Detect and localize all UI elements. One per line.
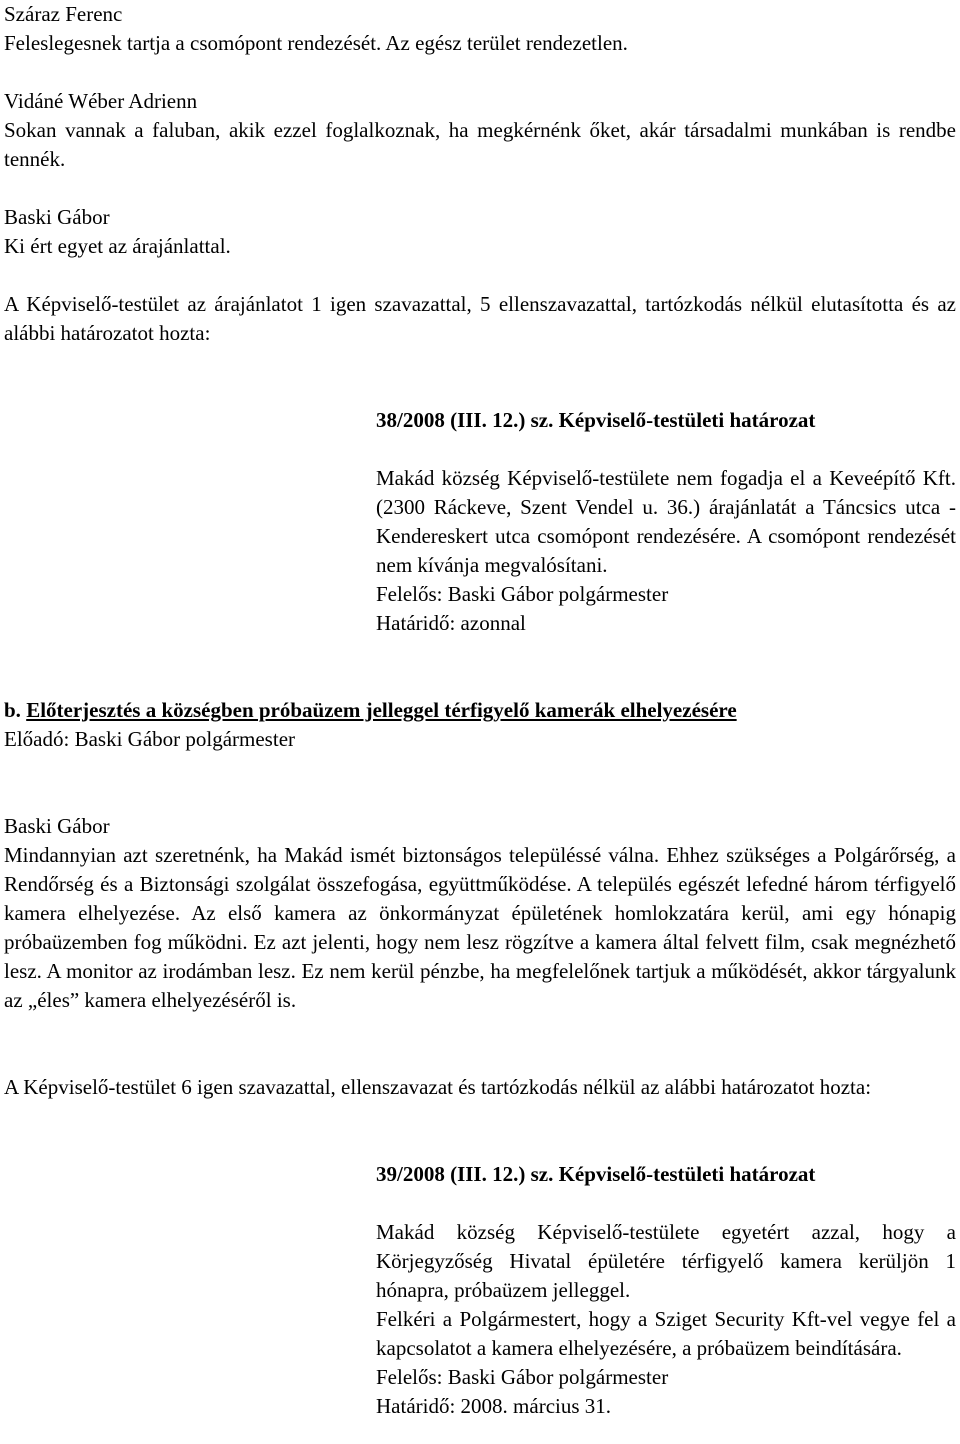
resolution-text-2: Felkéri a Polgármestert, hogy a Sziget Security Kft-vel vegye fel a kapcsolatot a kamera elhelyezésére, a próbaüzem beindítására. — [376, 1307, 956, 1360]
vote-text: A Képviselő-testület az árajánlatot 1 igen szavazattal, 5 ellenszavazattal, tartózkodás nélkül elutasította és az alábbi határozatot hozta: — [4, 292, 956, 345]
agenda-presenter: Előadó: Baski Gábor polgármester — [4, 727, 296, 751]
speaker-name: Száraz Ferenc — [4, 2, 123, 26]
resolution-39-body — [376, 1218, 956, 1421]
speaker-name: Baski Gábor — [4, 205, 110, 229]
resolution-responsible: Felelős: Baski Gábor polgármester — [376, 582, 669, 606]
speech-text: Ki ért egyet az árajánlattal. — [4, 234, 231, 258]
resolution-text: Makád község Képviselő-testülete nem fogadja el a Keveépítő Kft. (2300 Ráckeve, Szent Vendel u. 36.) árajánlatát a Táncsics utca - Kendereskert utca csomópont rendezésére. A csomópont rendezését nem kívánja megvalósítani. — [376, 466, 956, 577]
resolution-title: 38/2008 (III. 12.) sz. Képviselő-testületi határozat — [376, 408, 816, 432]
vote-statement-1 — [4, 290, 956, 348]
speech-baski-2 — [4, 812, 956, 1015]
agenda-item-b — [4, 696, 956, 754]
vote-statement-2 — [4, 1073, 956, 1102]
speech-text: Feleslegesnek tartja a csomópont rendezését. Az egész terület rendezetlen. — [4, 31, 628, 55]
speech-text: Mindannyian azt szeretnénk, ha Makád ismét biztonságos településsé válna. Ehhez szükséges a Polgárőrség, a Rendőrség és a Biztonsági szolgálat összefogása, együttműködése. A település egészét lefedné három térfigyelő kamera elhelyezése. Az első kamera az önkormányzat épületének homlokzatára kerül, ami egy hónapig próbaüzemben fog működni. Ez azt jelenti, hogy nem lesz rögzítve a kamera által felvett film, csak megnézhető lesz. A monitor az irodámban lesz. Ez nem kerül pénzbe, ha megfelelőnek tartjuk a működését, akkor tárgyalunk az „éles” kamera elhelyezéséről is. — [4, 843, 956, 1012]
resolution-38 — [376, 406, 956, 435]
agenda-title-text: Előterjesztés a községben próbaüzem jelleggel térfigyelő kamerák elhelyezésére — [26, 698, 737, 722]
speech-szaraz — [4, 0, 956, 58]
speech-baski-1 — [4, 203, 956, 261]
speech-vidane — [4, 87, 956, 174]
resolution-deadline: Határidő: 2008. március 31. — [376, 1394, 612, 1418]
resolution-responsible: Felelős: Baski Gábor polgármester — [376, 1365, 669, 1389]
resolution-39 — [376, 1160, 956, 1189]
resolution-title: 39/2008 (III. 12.) sz. Képviselő-testületi határozat — [376, 1162, 816, 1186]
agenda-prefix: b. — [4, 698, 21, 722]
vote-text: A Képviselő-testület 6 igen szavazattal, ellenszavazat és tartózkodás nélkül az alábbi határozatot hozta: — [4, 1075, 872, 1099]
resolution-38-body — [376, 464, 956, 638]
resolution-deadline: Határidő: azonnal — [376, 611, 526, 635]
speaker-name: Vidáné Wéber Adrienn — [4, 89, 198, 113]
agenda-title — [4, 696, 956, 725]
speaker-name: Baski Gábor — [4, 814, 110, 838]
speech-text: Sokan vannak a faluban, akik ezzel foglalkoznak, ha megkérnénk őket, akár társadalmi munkában is rendbe tennék. — [4, 118, 956, 171]
resolution-text: Makád község Képviselő-testülete egyetért azzal, hogy a Körjegyzőség Hivatal épületére térfigyelő kamera kerüljön 1 hónapra, próbaüzem jelleggel. — [376, 1220, 956, 1302]
